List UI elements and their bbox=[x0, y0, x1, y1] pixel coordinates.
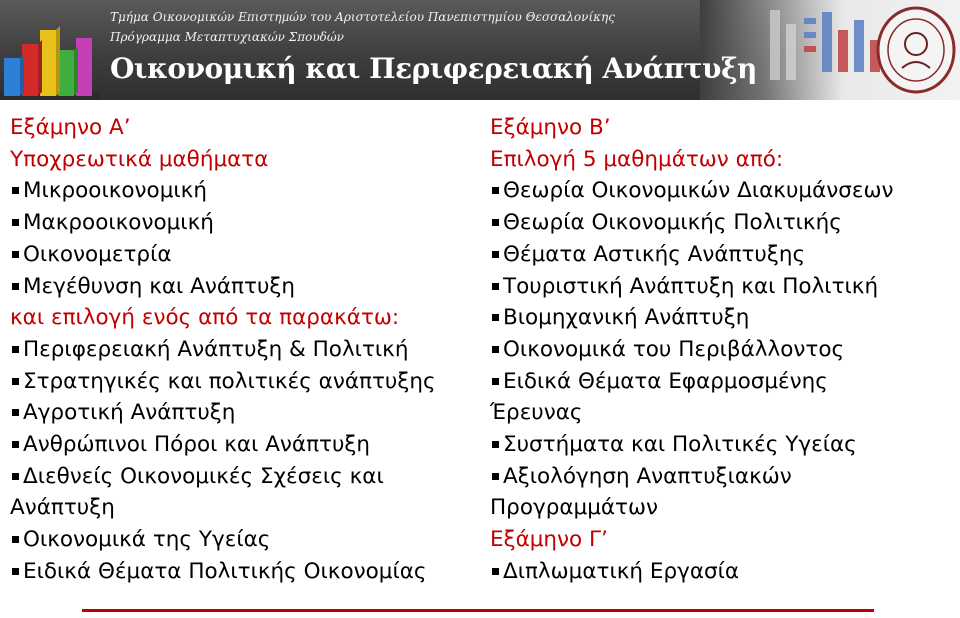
list-item: Ανθρώπινοι Πόροι και Ανάπτυξη bbox=[10, 429, 460, 461]
square-bullet-icon bbox=[12, 283, 19, 290]
square-bullet-icon bbox=[12, 219, 19, 226]
semester-a-heading: Εξάμηνο Α’ bbox=[10, 115, 131, 140]
list-item: Θεωρία Οικονομικών Διακυμάνσεων bbox=[490, 175, 930, 207]
program-name: Πρόγραμμα Μεταπτυχιακών Σπουδών bbox=[110, 30, 344, 44]
square-bullet-icon bbox=[492, 378, 499, 385]
square-bullet-icon bbox=[492, 314, 499, 321]
square-bullet-icon bbox=[492, 441, 499, 448]
list-item: Βιομηχανική Ανάπτυξη bbox=[490, 302, 930, 334]
square-bullet-icon bbox=[12, 187, 19, 194]
square-bullet-icon bbox=[492, 251, 499, 258]
list-item: Μακροοικονομική bbox=[10, 207, 460, 239]
header-banner bbox=[0, 0, 960, 100]
list-item: Στρατηγικές και πολιτικές ανάπτυξης bbox=[10, 366, 460, 398]
left-column bbox=[10, 112, 460, 588]
list-item: Μικροοικονομική bbox=[10, 175, 460, 207]
page-title: Οικονομική και Περιφερειακή Ανάπτυξη bbox=[110, 52, 757, 85]
department-name: Τμήμα Οικονομικών Επιστημών του Αριστοτελείου Πανεπιστημίου Θεσσαλονίκης bbox=[110, 10, 615, 24]
list-item: Αγροτική Ανάπτυξη bbox=[10, 397, 460, 429]
square-bullet-icon bbox=[492, 187, 499, 194]
square-bullet-icon bbox=[492, 283, 499, 290]
semester-c-heading: Εξάμηνο Γ’ bbox=[490, 527, 608, 553]
bar-chart-graphic-icon bbox=[0, 0, 100, 100]
list-item: Τουριστική Ανάπτυξη και Πολιτική bbox=[490, 271, 930, 303]
required-courses-heading: Υποχρεωτικά μαθήματα bbox=[10, 146, 269, 172]
semester-b-heading: Εξάμηνο Β’ bbox=[490, 115, 611, 140]
list-item: Περιφερειακή Ανάπτυξη & Πολιτική bbox=[10, 334, 460, 366]
square-bullet-icon bbox=[492, 219, 499, 226]
list-item: Διπλωματική Εργασία bbox=[490, 556, 930, 588]
square-bullet-icon bbox=[12, 346, 19, 353]
elective-heading: και επιλογή ενός από τα παρακάτω: bbox=[10, 305, 400, 331]
square-bullet-icon bbox=[12, 251, 19, 258]
list-item: Αξιολόγηση Αναπτυξιακών bbox=[490, 461, 930, 493]
square-bullet-icon bbox=[12, 409, 19, 416]
list-item-continuation: Ανάπτυξη bbox=[10, 495, 115, 521]
square-bullet-icon bbox=[12, 536, 19, 543]
university-seal-icon bbox=[876, 6, 956, 94]
square-bullet-icon bbox=[12, 568, 19, 575]
list-item-continuation: Προγραμμάτων bbox=[490, 495, 659, 521]
choice-heading: Επιλογή 5 μαθημάτων από: bbox=[490, 146, 784, 172]
list-item: Ειδικά Θέματα Εφαρμοσμένης bbox=[490, 366, 930, 398]
square-bullet-icon bbox=[492, 568, 499, 575]
list-item: Ειδικά Θέματα Πολιτικής Οικονομίας bbox=[10, 556, 460, 588]
list-item: Θέματα Αστικής Ανάπτυξης bbox=[490, 239, 930, 271]
list-item: Οικονομικά του Περιβάλλοντος bbox=[490, 334, 930, 366]
list-item-continuation: Έρευνας bbox=[490, 400, 583, 426]
list-item: Συστήματα και Πολιτικές Υγείας bbox=[490, 429, 930, 461]
list-item: Οικονομετρία bbox=[10, 239, 460, 271]
list-item: Διεθνείς Οικονομικές Σχέσεις και bbox=[10, 461, 460, 493]
list-item: Μεγέθυνση και Ανάπτυξη bbox=[10, 271, 460, 303]
square-bullet-icon bbox=[492, 473, 499, 480]
right-column bbox=[490, 112, 930, 588]
square-bullet-icon bbox=[12, 441, 19, 448]
square-bullet-icon bbox=[12, 473, 19, 480]
square-bullet-icon bbox=[12, 378, 19, 385]
square-bullet-icon bbox=[492, 346, 499, 353]
footer-divider bbox=[82, 609, 874, 612]
list-item: Θεωρία Οικονομικής Πολιτικής bbox=[490, 207, 930, 239]
list-item: Οικονομικά της Υγείας bbox=[10, 524, 460, 556]
